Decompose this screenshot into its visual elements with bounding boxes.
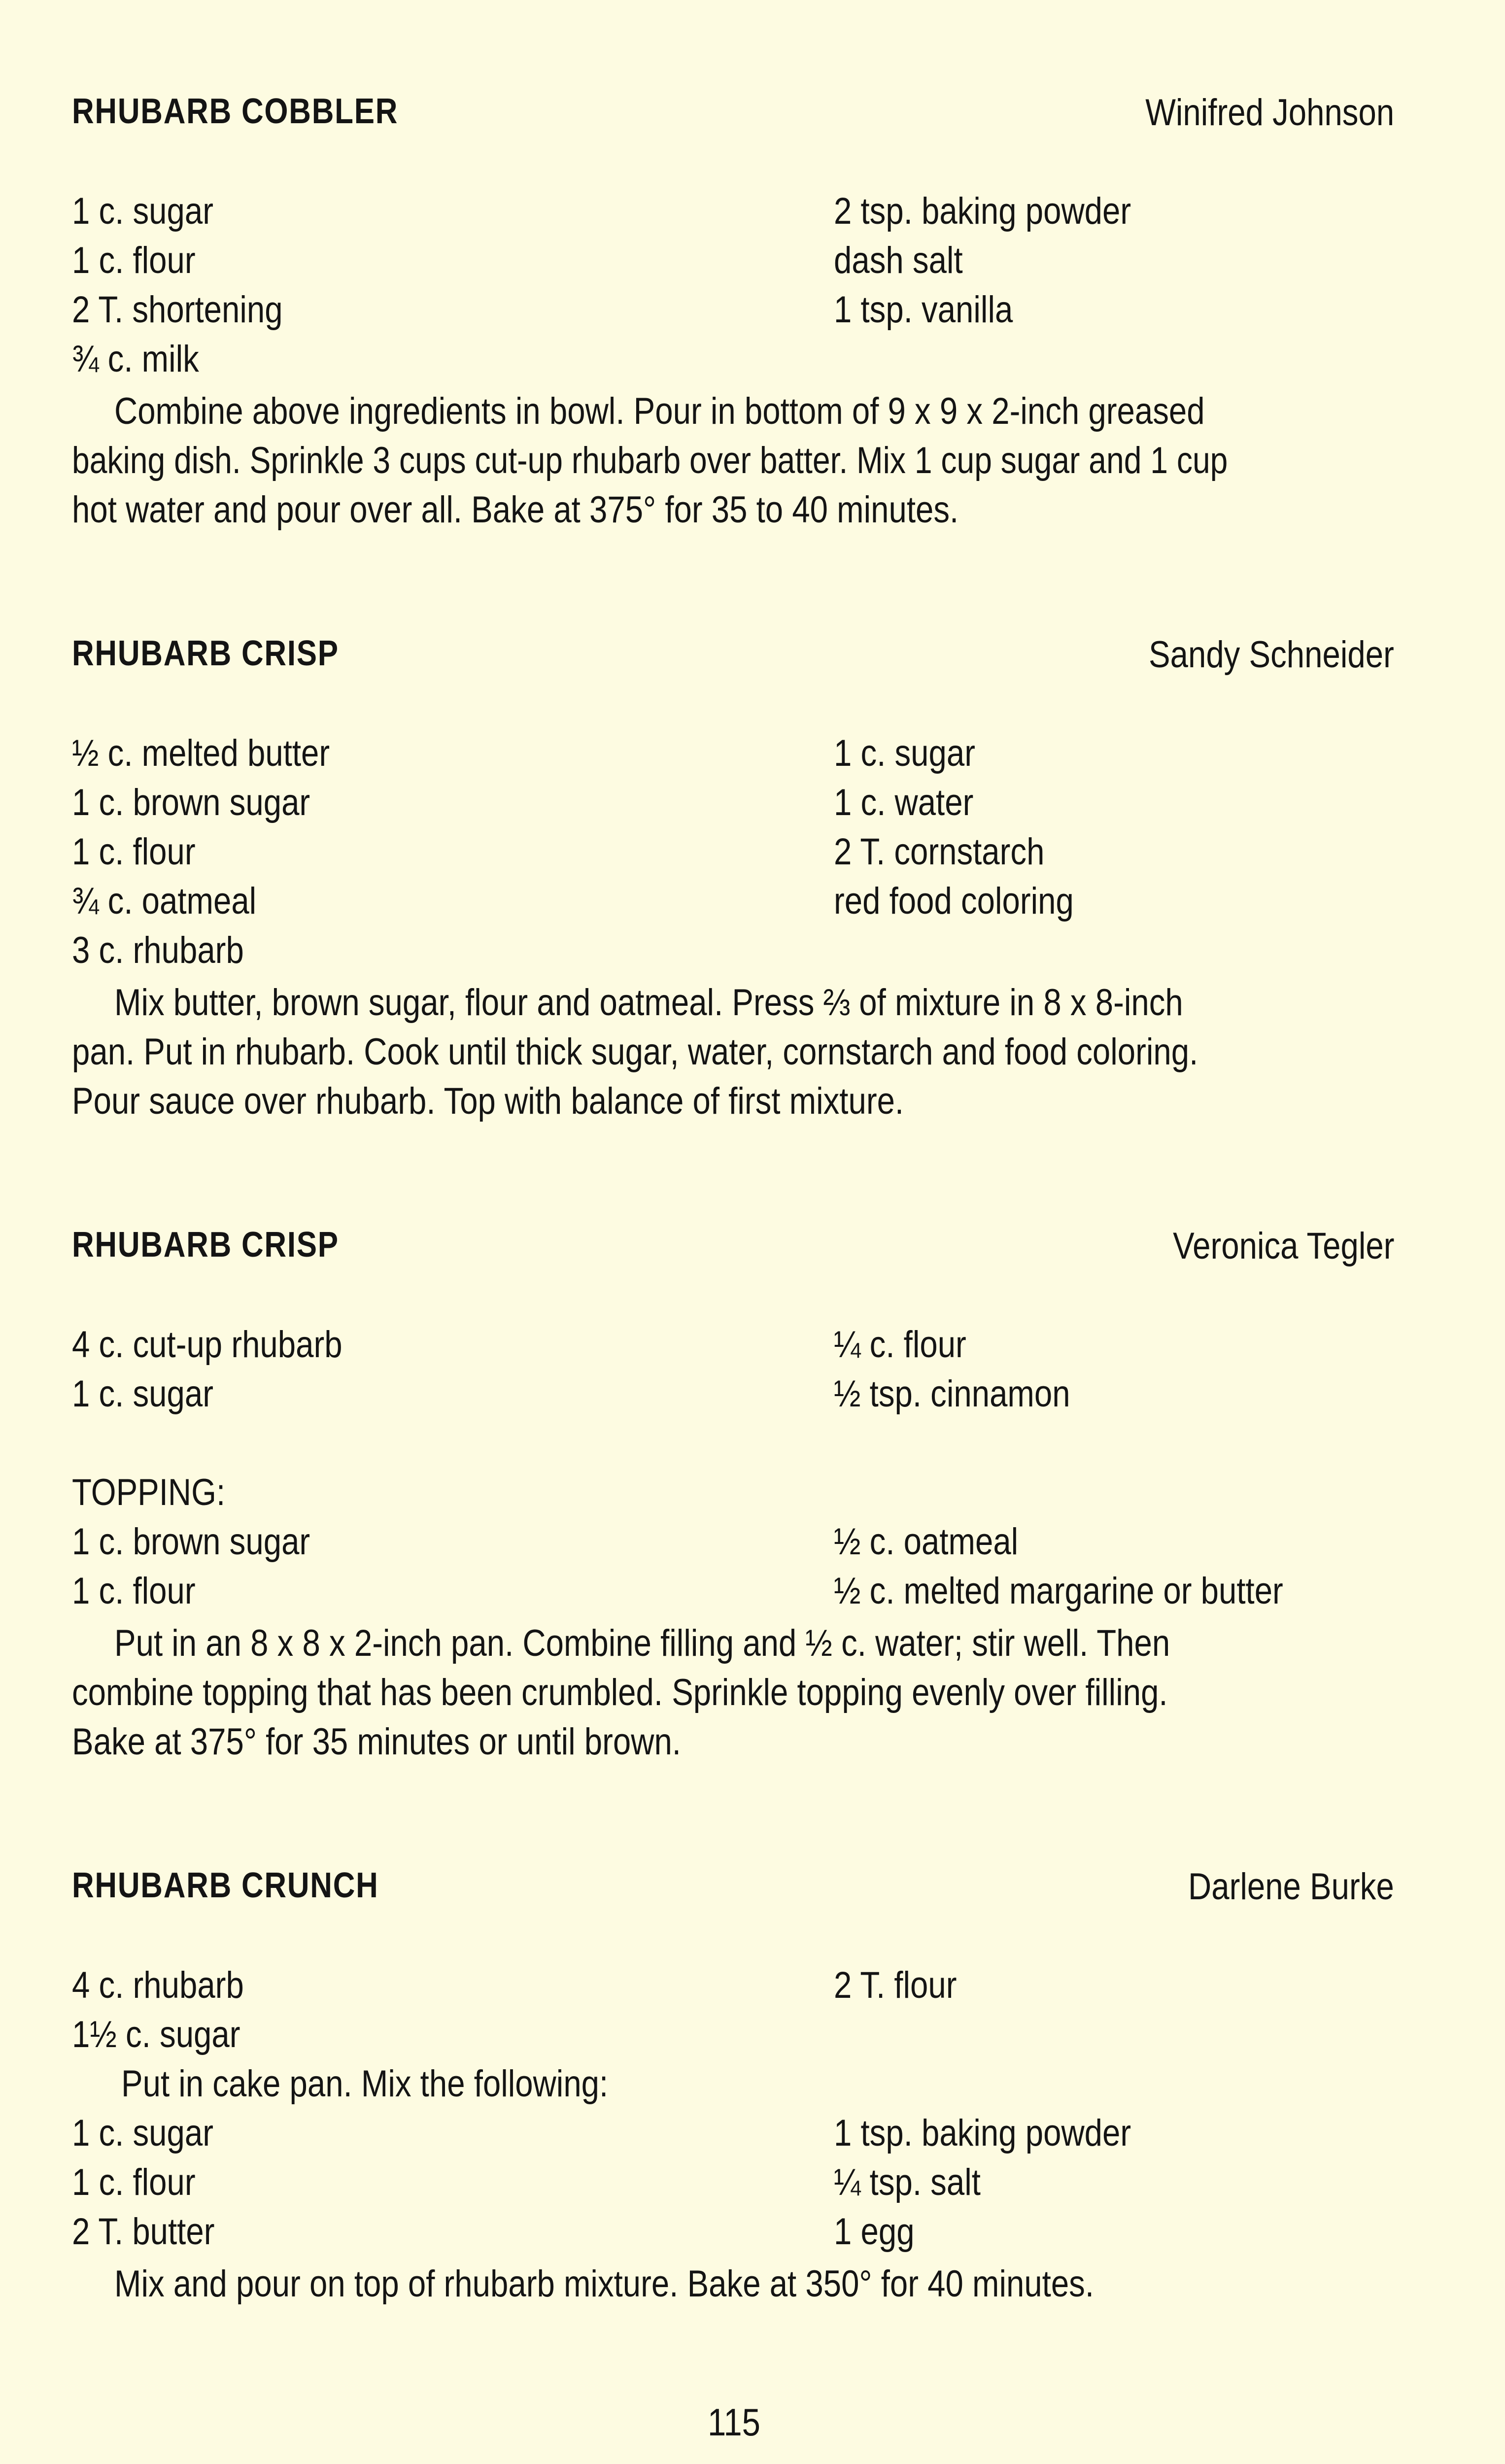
directions-line: Put in an 8 x 8 x 2-inch pan. Combine filling and ½ c. water; stir well. Then xyxy=(114,1622,1170,1664)
ingredient: 1 c. flour xyxy=(72,831,196,873)
recipe-directions xyxy=(72,387,1395,535)
ingredient: 1 c. water xyxy=(834,782,974,823)
directions-line: Combine above ingredients in bowl. Pour in bottom of 9 x 9 x 2-inch greased xyxy=(114,390,1205,432)
recipe-title: RHUBARB COBBLER xyxy=(72,92,399,131)
ingredient: 1 egg xyxy=(834,2211,915,2253)
ingredient: 1 c. sugar xyxy=(834,732,976,774)
ingredient: 1 c. flour xyxy=(72,2161,196,2203)
ingredient: 3 c. rhubarb xyxy=(72,929,244,971)
directions-line: combine topping that has been crumbled. Sprinkle topping evenly over filling. xyxy=(72,1672,1168,1713)
mid-instruction: Put in cake pan. Mix the following: xyxy=(121,2063,609,2105)
recipe-directions xyxy=(72,978,1395,1126)
ingredient: ¼ c. flour xyxy=(834,1324,966,1366)
ingredient: 2 T. butter xyxy=(72,2211,215,2253)
ingredient: 1 c. sugar xyxy=(72,1373,214,1415)
directions-line: hot water and pour over all. Bake at 375° for 35 to 40 minutes. xyxy=(72,489,959,531)
ingredient: 1 c. sugar xyxy=(72,2112,214,2154)
recipe-directions xyxy=(72,2259,1395,2309)
ingredient: 1 c. flour xyxy=(72,240,196,281)
directions-line: Mix butter, brown sugar, flour and oatmeal. Press ⅔ of mixture in 8 x 8-inch xyxy=(114,982,1183,1024)
ingredient: ½ c. melted butter xyxy=(72,732,330,774)
ingredient: 1 c. brown sugar xyxy=(72,782,310,823)
ingredient: red food coloring xyxy=(834,880,1074,922)
ingredient: 1 tsp. baking powder xyxy=(834,2112,1131,2154)
ingredient: ¾ c. oatmeal xyxy=(72,880,257,922)
ingredient: 4 c. rhubarb xyxy=(72,1964,244,2006)
ingredient: dash salt xyxy=(834,240,963,281)
recipe-author: Veronica Tegler xyxy=(1172,1225,1394,1267)
ingredient: 1 tsp. vanilla xyxy=(834,289,1013,331)
recipe-title: RHUBARB CRISP xyxy=(72,634,339,673)
recipe-title: RHUBARB CRUNCH xyxy=(72,1866,379,1905)
recipe-title: RHUBARB CRISP xyxy=(72,1225,339,1265)
topping-label: TOPPING: xyxy=(72,1472,226,1513)
topping-ingredient: ½ c. oatmeal xyxy=(834,1521,1019,1563)
ingredient: 4 c. cut-up rhubarb xyxy=(72,1324,342,1366)
topping-ingredient: 1 c. brown sugar xyxy=(72,1521,310,1563)
topping-ingredient: 1 c. flour xyxy=(72,1570,196,1612)
directions-line: baking dish. Sprinkle 3 cups cut-up rhubarb over batter. Mix 1 cup sugar and 1 cup xyxy=(72,440,1228,481)
directions-line: Bake at 375° for 35 minutes or until brown. xyxy=(72,1721,681,1763)
directions-line: Mix and pour on top of rhubarb mixture. Bake at 350° for 40 minutes. xyxy=(114,2263,1095,2305)
ingredient: 2 tsp. baking powder xyxy=(834,190,1131,232)
ingredient: 1½ c. sugar xyxy=(72,2014,240,2055)
topping-ingredient: ½ c. melted margarine or butter xyxy=(834,1570,1283,1612)
ingredient: 1 c. sugar xyxy=(72,190,214,232)
directions-line: pan. Put in rhubarb. Cook until thick sugar, water, cornstarch and food coloring. xyxy=(72,1031,1198,1073)
recipe-author: Sandy Schneider xyxy=(1149,634,1394,676)
ingredient: 2 T. cornstarch xyxy=(834,831,1045,873)
ingredient: 2 T. shortening xyxy=(72,289,283,331)
recipe-author: Darlene Burke xyxy=(1188,1866,1394,1908)
recipe-author: Winifred Johnson xyxy=(1145,92,1394,134)
ingredient: ½ tsp. cinnamon xyxy=(834,1373,1070,1415)
ingredient: 2 T. flour xyxy=(834,1964,957,2006)
ingredient: ¾ c. milk xyxy=(72,338,199,380)
recipe-directions xyxy=(72,1619,1395,1767)
directions-line: Pour sauce over rhubarb. Top with balance of first mixture. xyxy=(72,1080,904,1122)
ingredient: ¼ tsp. salt xyxy=(834,2161,981,2203)
page-number: 115 xyxy=(708,2400,760,2444)
